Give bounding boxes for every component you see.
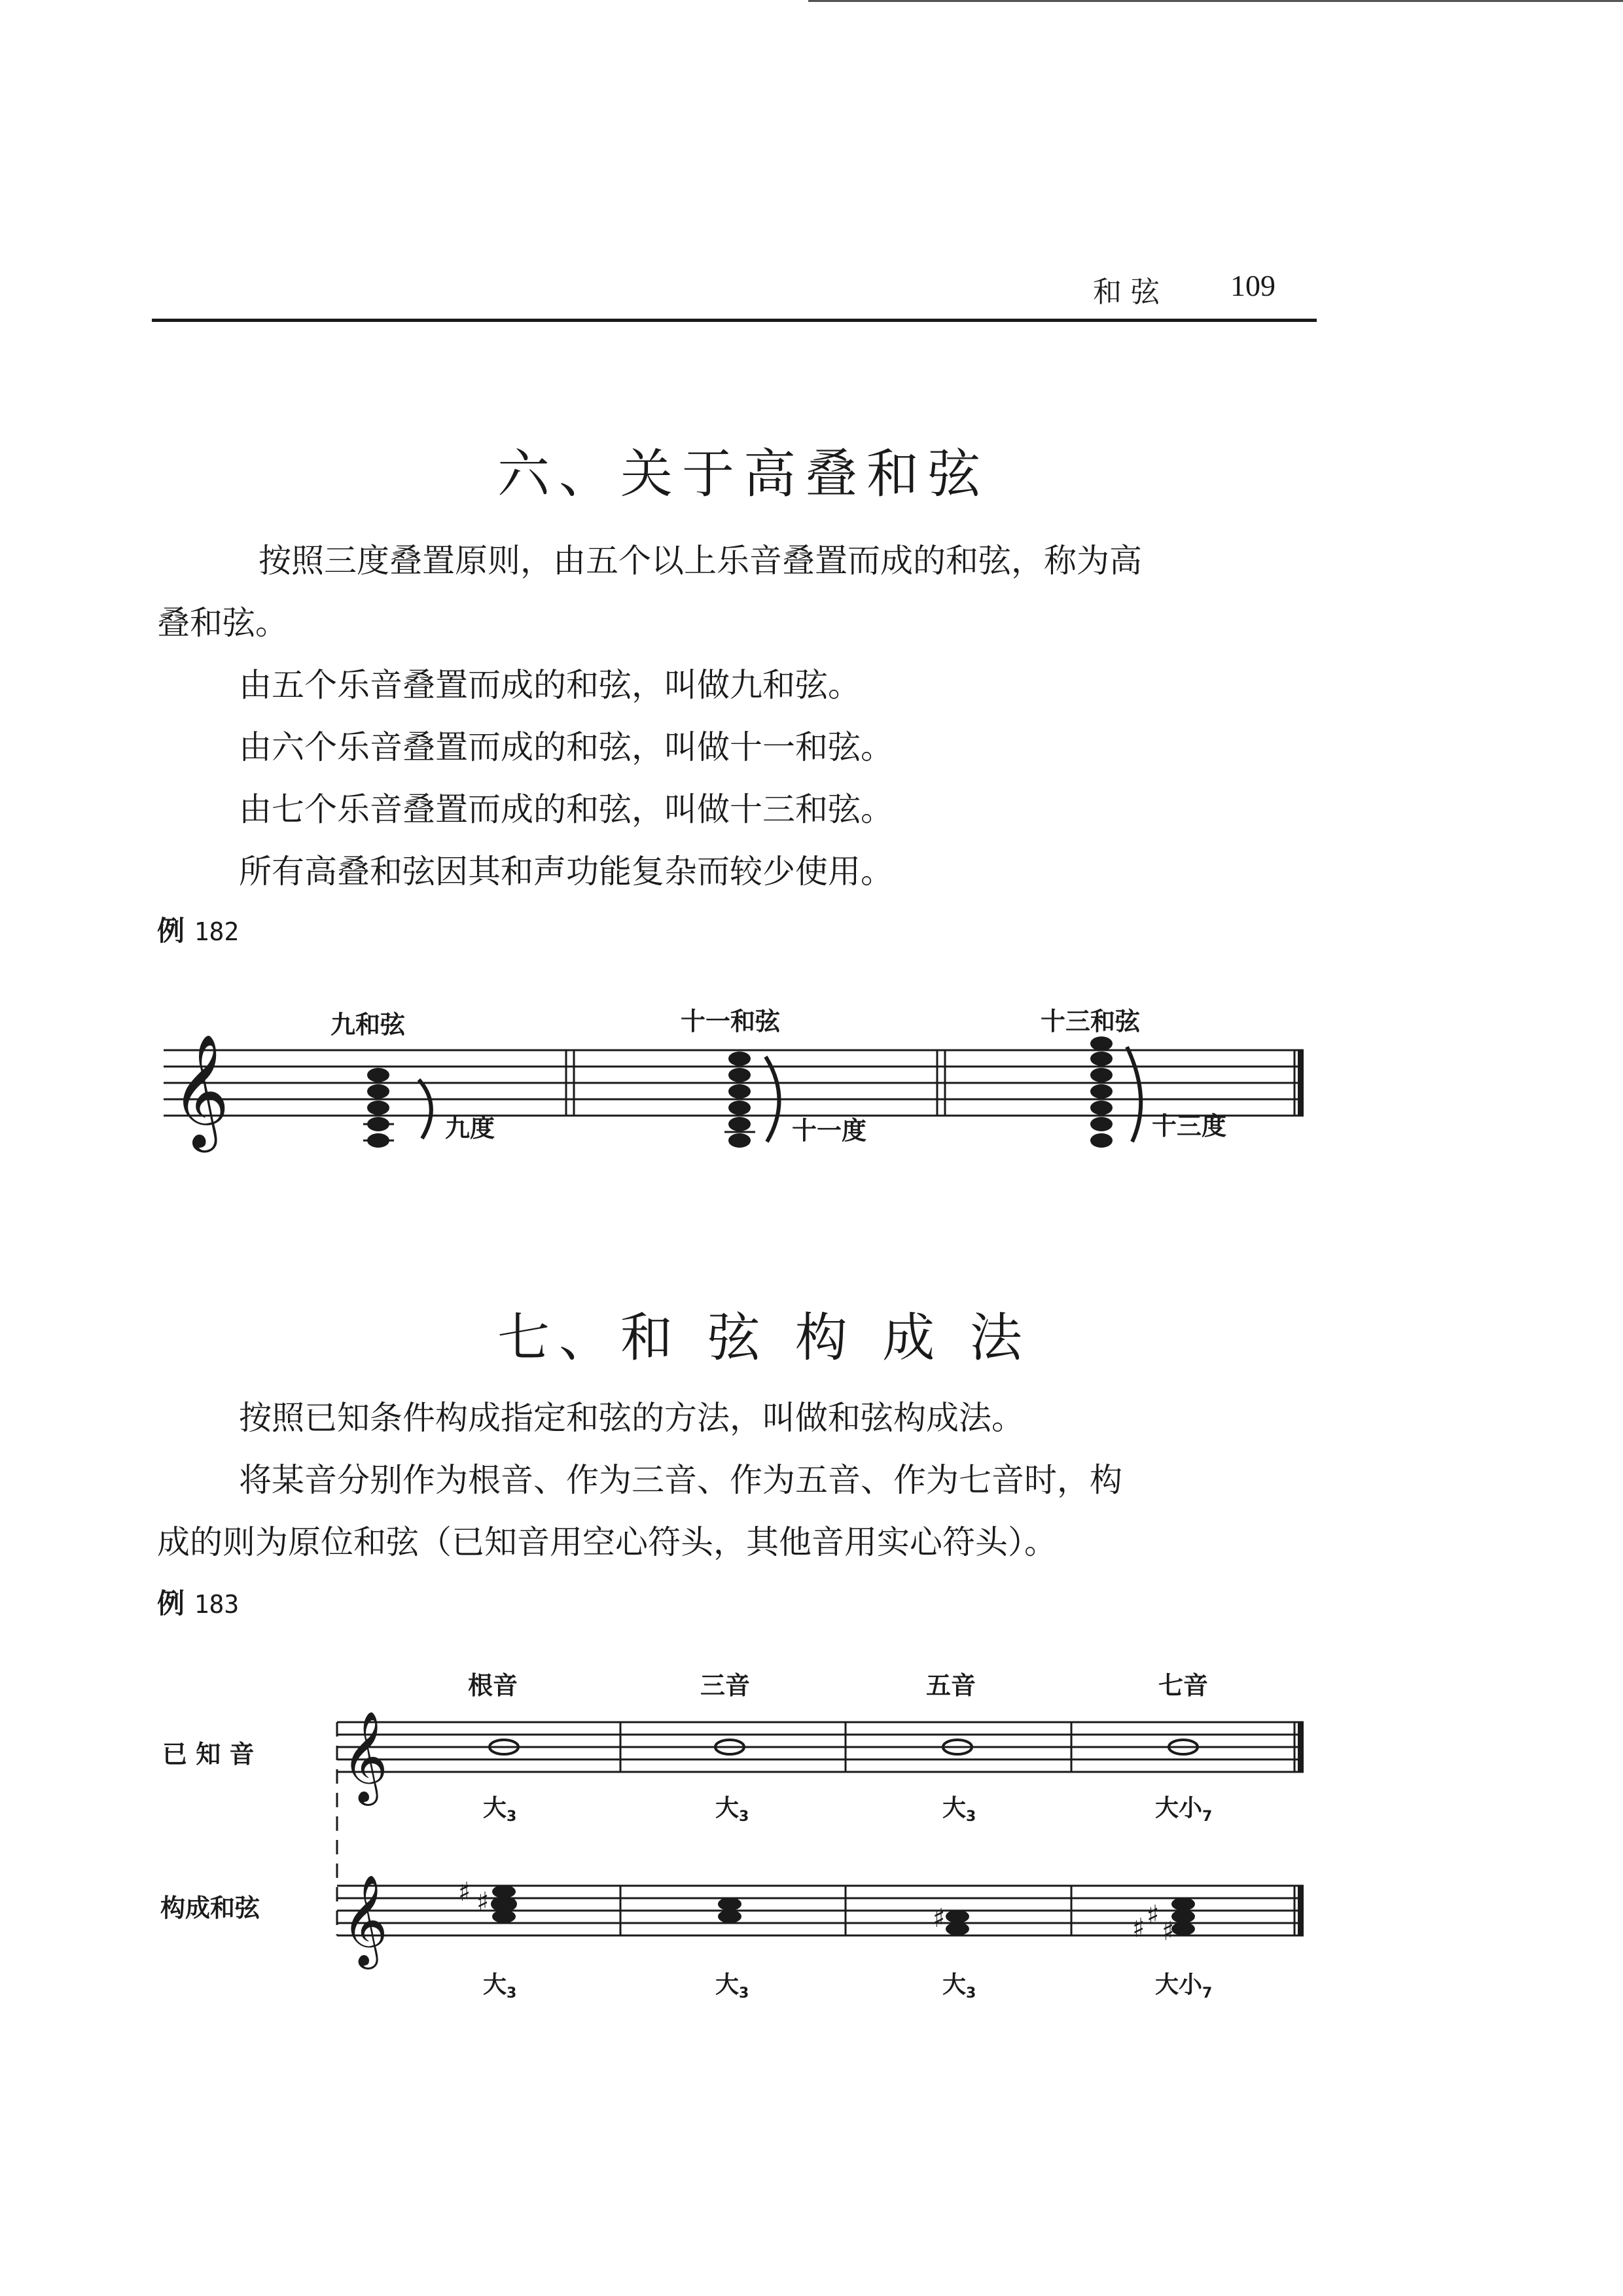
treble-clef-icon: 𝄞: [342, 1875, 388, 1966]
svg-text:♯: ♯: [1147, 1900, 1160, 1930]
running-title: 和 弦: [1093, 275, 1160, 309]
s7-para2-line1: 将某音分别作为根音、作为三音、作为五音、作为七音时，构: [239, 1461, 1122, 1499]
position-fifth: 五音: [926, 1671, 976, 1700]
treble-clef-icon: 𝄞: [342, 1711, 388, 1802]
position-seventh: 七音: [1158, 1671, 1209, 1700]
treble-clef-icon: 𝄞: [171, 1034, 230, 1148]
example182-label: 例 182: [157, 915, 240, 947]
chord-quality-2: 大$_3$: [715, 1971, 749, 2002]
s6-para1-line2: 叠和弦。: [157, 604, 288, 642]
row-label-known-note: 已 知 音: [162, 1740, 255, 1769]
svg-text:♯: ♯: [476, 1887, 490, 1917]
known-quality-4: 大小$_7$: [1155, 1795, 1213, 1826]
chord-quality-1: 大$_3$: [483, 1971, 517, 2002]
interval-eleventh: 十一度: [792, 1116, 867, 1145]
row-label-constructed-chord: 构成和弦: [160, 1894, 260, 1922]
svg-text:♯: ♯: [458, 1877, 471, 1907]
s6-line2: 由五个乐音叠置而成的和弦，叫做九和弦。: [239, 666, 861, 704]
chord-quality-3: 大$_3$: [942, 1971, 976, 2002]
s6-line5: 所有高叠和弦因其和声功能复杂而较少使用。: [239, 853, 893, 891]
s6-line4: 由七个乐音叠置而成的和弦，叫做十三和弦。: [239, 790, 893, 828]
chord-name-ninth: 九和弦: [330, 1010, 406, 1039]
svg-text:♯: ♯: [1132, 1913, 1145, 1943]
known-quality-1: 大$_3$: [483, 1795, 517, 1826]
interval-ninth: 九度: [445, 1114, 495, 1142]
known-quality-3: 大$_3$: [942, 1795, 976, 1826]
known-quality-2: 大$_3$: [715, 1795, 749, 1826]
chord-quality-4: 大小$_7$: [1155, 1971, 1213, 2002]
section7-title: 七、和 弦 构 成 法: [497, 1307, 1031, 1368]
svg-text:♯: ♯: [1162, 1916, 1175, 1947]
svg-text:♯: ♯: [933, 1903, 946, 1934]
page-number: 109: [1230, 269, 1275, 302]
position-root: 根音: [468, 1671, 518, 1700]
s7-para1: 按照已知条件构成指定和弦的方法，叫做和弦构成法。: [239, 1399, 1024, 1437]
s7-para2-line2: 成的则为原位和弦（已知音用空心符头，其他音用实心符头）。: [157, 1523, 1057, 1561]
s6-line3: 由六个乐音叠置而成的和弦，叫做十一和弦。: [239, 728, 893, 766]
section6-title: 六、关于高叠和弦: [497, 444, 990, 504]
s6-para1-line1: 按照三度叠置原则，由五个以上乐音叠置而成的和弦，称为高: [259, 542, 1142, 580]
position-third: 三音: [700, 1671, 751, 1700]
example183-label: 例 183: [157, 1587, 240, 1619]
chord-name-thirteenth: 十三和弦: [1041, 1007, 1141, 1036]
chord-name-eleventh: 十一和弦: [681, 1007, 781, 1036]
interval-thirteenth: 十三度: [1152, 1112, 1227, 1140]
